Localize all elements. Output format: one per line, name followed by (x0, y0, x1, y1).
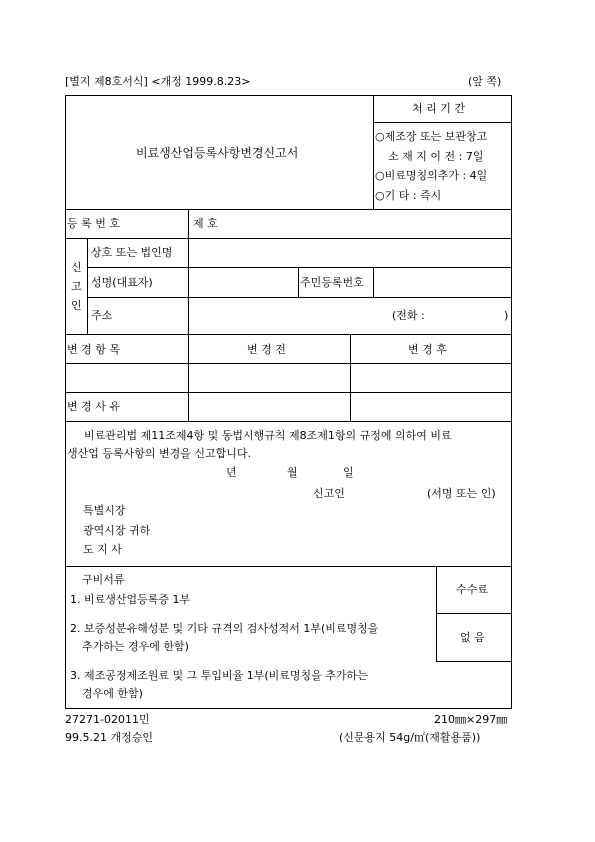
divider (373, 95, 374, 209)
document-item: 3. 제조공정제조원료 및 그 투입비율 1부(비료명칭을 추가하는 (70, 669, 368, 682)
approval-date: 99.5.21 개정승인 (65, 731, 153, 744)
registration-label: 등 록 번 호 (67, 217, 120, 230)
date-year: 년 (226, 466, 237, 479)
recipient-line: 도 지 사 (83, 543, 122, 556)
form-table (65, 95, 512, 709)
processing-line: 소 재 지 이 전 : 7일 (388, 150, 484, 163)
divider (65, 363, 512, 364)
processing-line: ○기 타 : 즉시 (375, 189, 442, 202)
document-item: 1. 비료생산업등록증 1부 (70, 593, 191, 606)
date-day: 일 (343, 466, 354, 479)
document-item: 경우에 한함) (82, 687, 143, 700)
name-label: 성명(대표자) (91, 276, 153, 289)
divider (188, 334, 189, 421)
form-id: [별지 제8호서식] <개정 1999.8.23> (65, 75, 251, 88)
applicant-side-label: 인 (71, 299, 82, 312)
page-side: (앞 쪽) (468, 75, 502, 88)
signature-label: (서명 또는 인) (427, 487, 496, 500)
divider (436, 613, 512, 614)
declarant-label: 신고인 (313, 487, 345, 500)
form-title: 비료생산업등록사항변경신고서 (136, 146, 299, 160)
declaration-text: 비료관리법 제11조제4항 및 동법시행규칙 제8조제1항의 규정에 의하여 비료 (84, 429, 452, 442)
change-item-label: 변 경 항 목 (67, 343, 120, 356)
processing-line: ○비료명칭의추가 : 4일 (375, 169, 488, 182)
phone-label: (전화 : (392, 309, 425, 322)
recipient-line: 특별시장 (83, 504, 126, 517)
divider (87, 297, 512, 298)
registration-value: 제 호 (193, 217, 218, 230)
address-label: 주소 (91, 309, 113, 322)
divider (65, 421, 512, 422)
divider (373, 122, 512, 123)
divider (350, 334, 351, 421)
change-reason-label: 변 경 사 유 (67, 400, 120, 413)
divider (436, 566, 437, 661)
divider (65, 566, 512, 567)
date-month: 월 (287, 466, 298, 479)
fee-label: 수수료 (456, 583, 488, 596)
phone-close: ) (504, 309, 509, 322)
recipient-line: 광역시장 귀하 (83, 524, 151, 537)
applicant-side-label: 고 (71, 280, 82, 293)
documents-heading: 구비서류 (82, 573, 125, 586)
paper-type: (신문용지 54g/㎡(재활용품)) (339, 731, 481, 744)
divider (65, 238, 512, 239)
divider (298, 267, 299, 297)
divider (65, 209, 512, 210)
applicant-side-label: 신 (71, 261, 82, 274)
fee-value: 없 음 (460, 631, 485, 644)
divider (65, 334, 512, 335)
document-item: 추가하는 경우에 한함) (82, 640, 189, 653)
divider (373, 267, 374, 297)
form-code: 27271-02011민 (65, 713, 150, 726)
processing-heading: 처 리 기 간 (412, 102, 465, 115)
resident-number-label: 주민등록번호 (300, 276, 364, 289)
divider (436, 661, 512, 662)
divider (188, 209, 189, 334)
declaration-text: 생산업 등록사항의 변경을 신고합니다. (67, 447, 252, 460)
company-label: 상호 또는 법인명 (91, 246, 173, 259)
divider (87, 238, 88, 334)
paper-size: 210㎜×297㎜ (434, 713, 508, 726)
change-after-label: 변 경 후 (408, 343, 447, 356)
divider (65, 392, 512, 393)
change-before-label: 변 경 전 (247, 343, 286, 356)
divider (87, 267, 512, 268)
document-item: 2. 보증성분유해성분 및 기타 규격의 검사성적서 1부(비료명칭을 (70, 622, 379, 635)
processing-line: ○제조장 또는 보관창고 (375, 130, 488, 143)
